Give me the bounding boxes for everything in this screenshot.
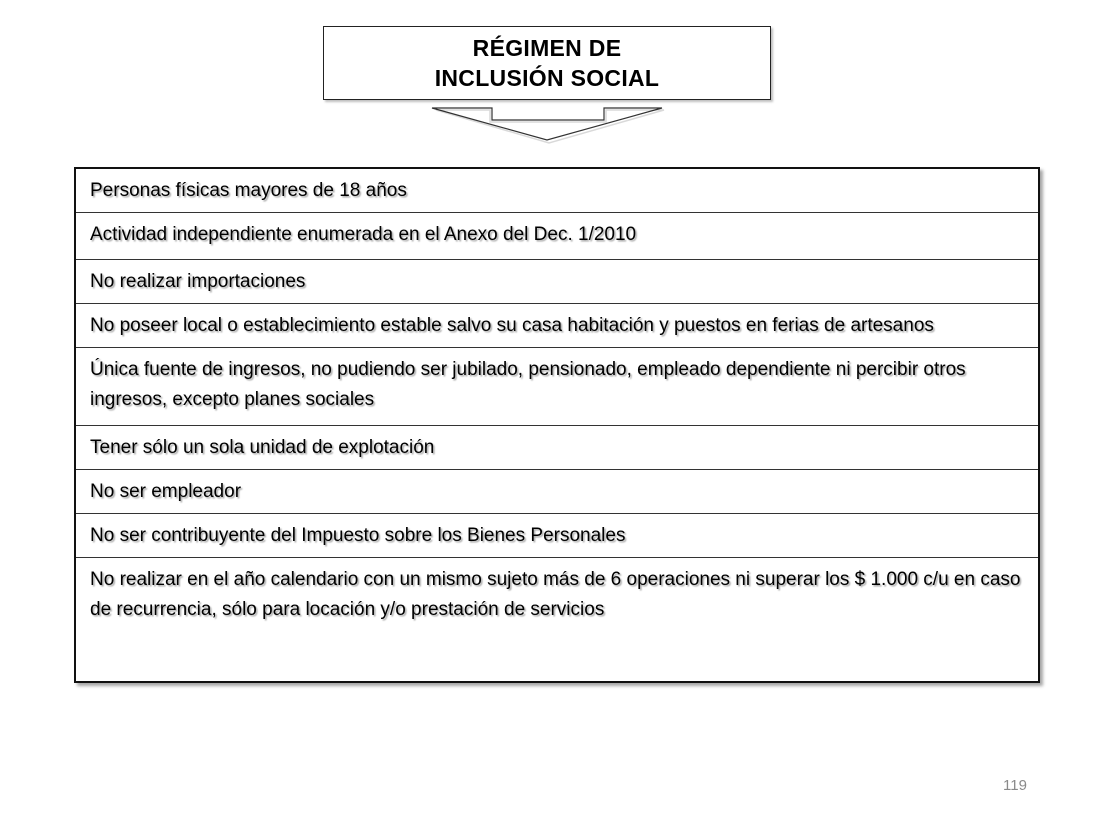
table-row (75, 426, 1039, 470)
table-row (75, 348, 1039, 426)
requirements-table (74, 167, 1040, 683)
table-row (75, 260, 1039, 304)
down-arrow-icon (430, 106, 666, 146)
title-line-2: INCLUSIÓN SOCIAL (434, 65, 660, 91)
requirement-cell: Única fuente de ingresos, no pudiendo ser jubilado, pensionado, empleado dependiente ni percibir otros ingresos, excepto planes sociales (75, 348, 1039, 426)
requirement-cell: No realizar importaciones (75, 260, 1039, 304)
requirement-cell: Actividad independiente enumerada en el Anexo del Dec. 1/2010 (75, 213, 1039, 260)
table-row (75, 213, 1039, 260)
page-number: 119 (1003, 777, 1027, 794)
table-row (75, 514, 1039, 558)
table-row (75, 168, 1039, 213)
title-box (323, 26, 771, 100)
requirement-cell: No realizar en el año calendario con un mismo sujeto más de 6 operaciones ni superar los $ 1.000 c/u en caso de recurrencia, sólo para locación y/o prestación de servicios (75, 558, 1039, 683)
requirement-cell: Tener sólo un sola unidad de explotación (75, 426, 1039, 470)
table-row (75, 304, 1039, 348)
requirement-cell: Personas físicas mayores de 18 años (75, 168, 1039, 213)
table-row (75, 470, 1039, 514)
requirement-cell: No poseer local o establecimiento estable salvo su casa habitación y puestos en ferias de artesanos (75, 304, 1039, 348)
requirement-cell: No ser contribuyente del Impuesto sobre los Bienes Personales (75, 514, 1039, 558)
requirement-cell: No ser empleador (75, 470, 1039, 514)
table-row (75, 558, 1039, 683)
title-line-1: RÉGIMEN DE (472, 35, 622, 61)
